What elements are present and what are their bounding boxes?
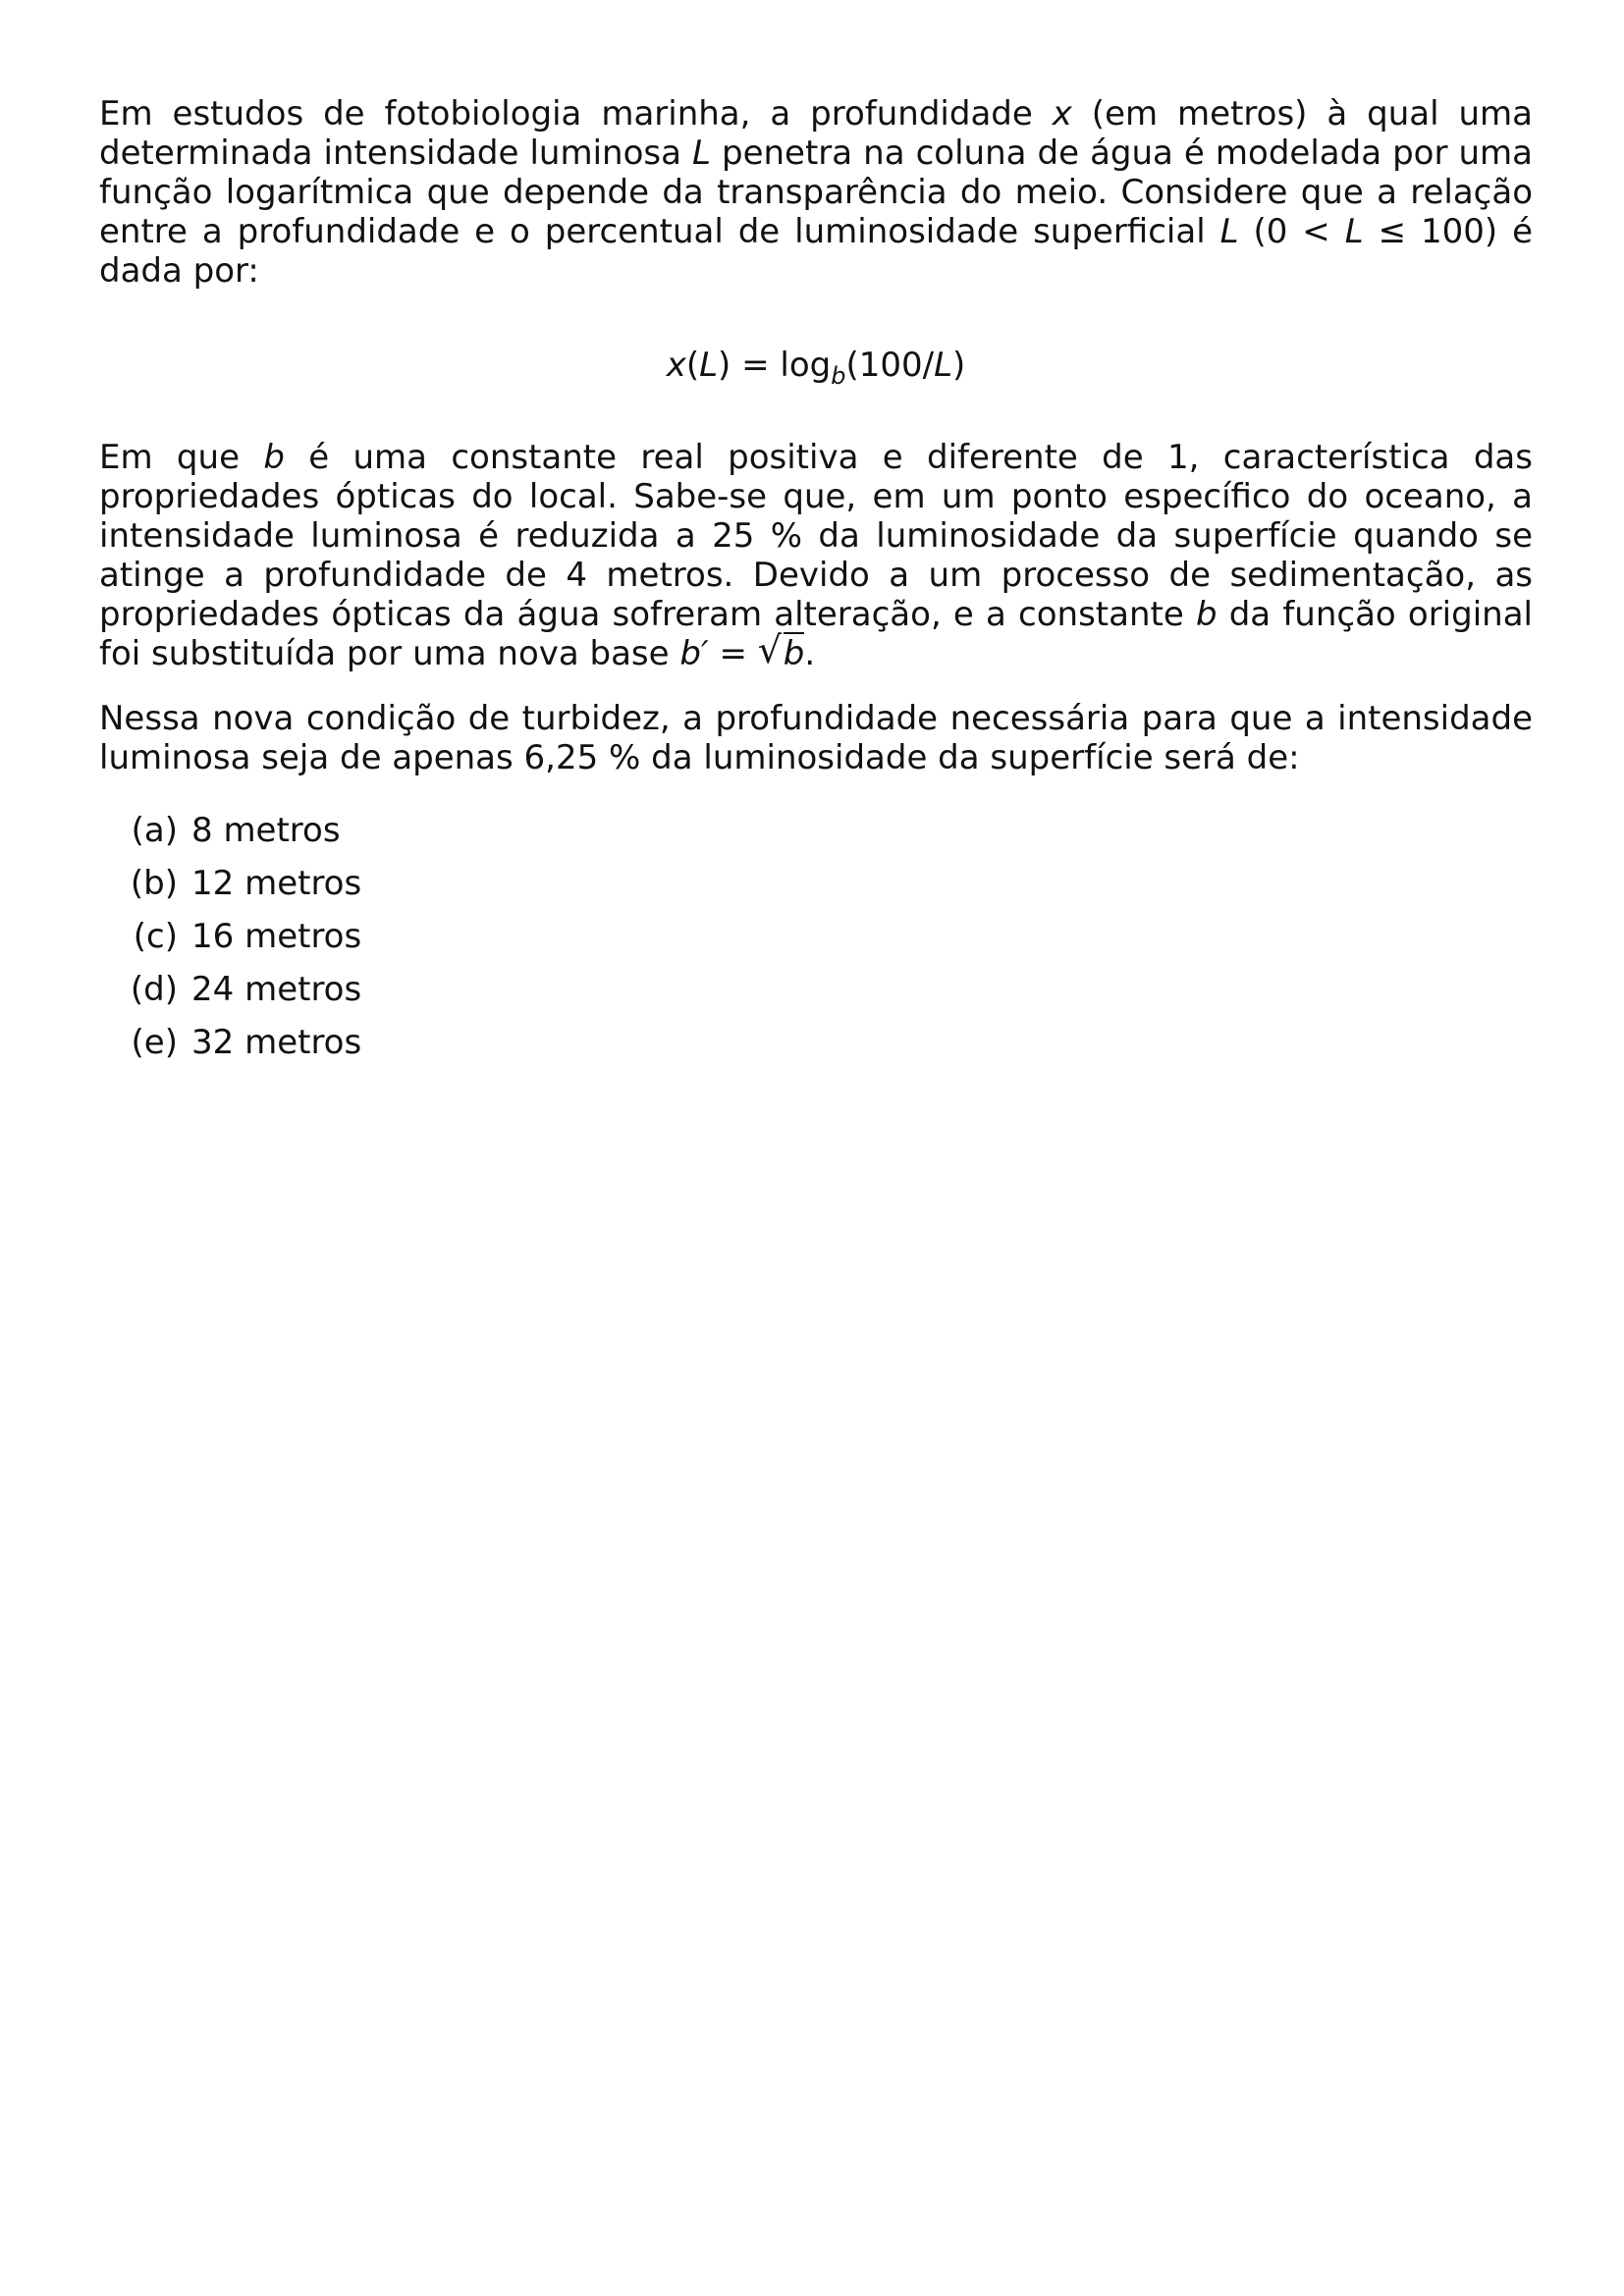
option-text: 8 metros	[191, 811, 341, 850]
option-b[interactable]	[99, 864, 1533, 917]
intro-text-4: (0 <	[1238, 212, 1345, 251]
option-text: 12 metros	[191, 864, 362, 903]
option-label: (c)	[133, 917, 178, 956]
formula-rhs-close: )	[952, 346, 966, 385]
variable-L: L	[1219, 212, 1239, 251]
variable-b: b	[263, 438, 285, 477]
variable-L: L	[692, 133, 711, 173]
option-c[interactable]	[99, 917, 1533, 970]
option-e[interactable]	[99, 1023, 1533, 1076]
option-text: 16 metros	[191, 917, 362, 956]
option-d[interactable]	[99, 970, 1533, 1023]
formula-rhs-open: (100/	[845, 346, 935, 385]
variable-b-prime: b′	[679, 634, 709, 673]
radicand-b: b	[783, 634, 805, 673]
variable-b: b	[1195, 595, 1218, 634]
question-page	[99, 94, 1533, 1076]
variable-x: x	[1052, 94, 1072, 133]
formula-open: (	[685, 346, 700, 385]
context-text-end: .	[804, 634, 816, 673]
intro-paragraph	[99, 94, 1533, 291]
radical-sign: √	[757, 628, 783, 671]
formula-log: ) = log	[718, 346, 832, 385]
answer-options	[99, 811, 1533, 1076]
equals-sign: =	[708, 634, 758, 673]
formula-L: L	[699, 346, 719, 385]
option-label: (d)	[130, 970, 178, 1009]
option-a[interactable]	[99, 811, 1533, 864]
context-text-3: da função original foi substituída por uma nova base	[99, 595, 1533, 673]
intro-text-2: (em metros) à qual uma determinada intensidade luminosa	[99, 94, 1533, 173]
option-label: (a)	[131, 811, 178, 850]
variable-L: L	[1344, 212, 1364, 251]
intro-text-3: penetra na coluna de água é modelada por uma função logarítmica que depende da transparência do meio. Considere que a relação entre a profundidade e o percentual de luminosidade superficial	[99, 133, 1533, 251]
option-label: (e)	[131, 1023, 178, 1062]
context-paragraph	[99, 438, 1533, 673]
formula-base: b	[831, 362, 846, 390]
depth-formula	[99, 346, 1533, 390]
context-text-2: é uma constante real positiva e diferente de 1, característica das propriedades ópticas do local. Sabe-se que, em um ponto específico do oceano, a intensidade luminosa é reduzida a 25 % da luminosidade da superfície quando se atinge a profundidade de 4 metros. Devido a um processo de sedimentação, as propriedades ópticas da água sofreram alteração, e a constante	[99, 438, 1533, 634]
intro-text-5: ≤ 100) é dada por:	[99, 212, 1533, 291]
question-paragraph: Nessa nova condição de turbidez, a profundidade necessária para que a intensidade luminosa seja de apenas 6,25 % da luminosidade da superfície será de:	[99, 699, 1533, 777]
formula-x: x	[666, 346, 686, 385]
context-text-1: Em que	[99, 438, 264, 477]
intro-text-1: Em estudos de fotobiologia marinha, a profundidade	[99, 94, 1053, 133]
square-root	[757, 628, 805, 673]
formula-rhs-L: L	[934, 346, 953, 385]
option-text: 32 metros	[191, 1023, 362, 1062]
option-text: 24 metros	[191, 970, 362, 1009]
option-label: (b)	[130, 864, 178, 903]
